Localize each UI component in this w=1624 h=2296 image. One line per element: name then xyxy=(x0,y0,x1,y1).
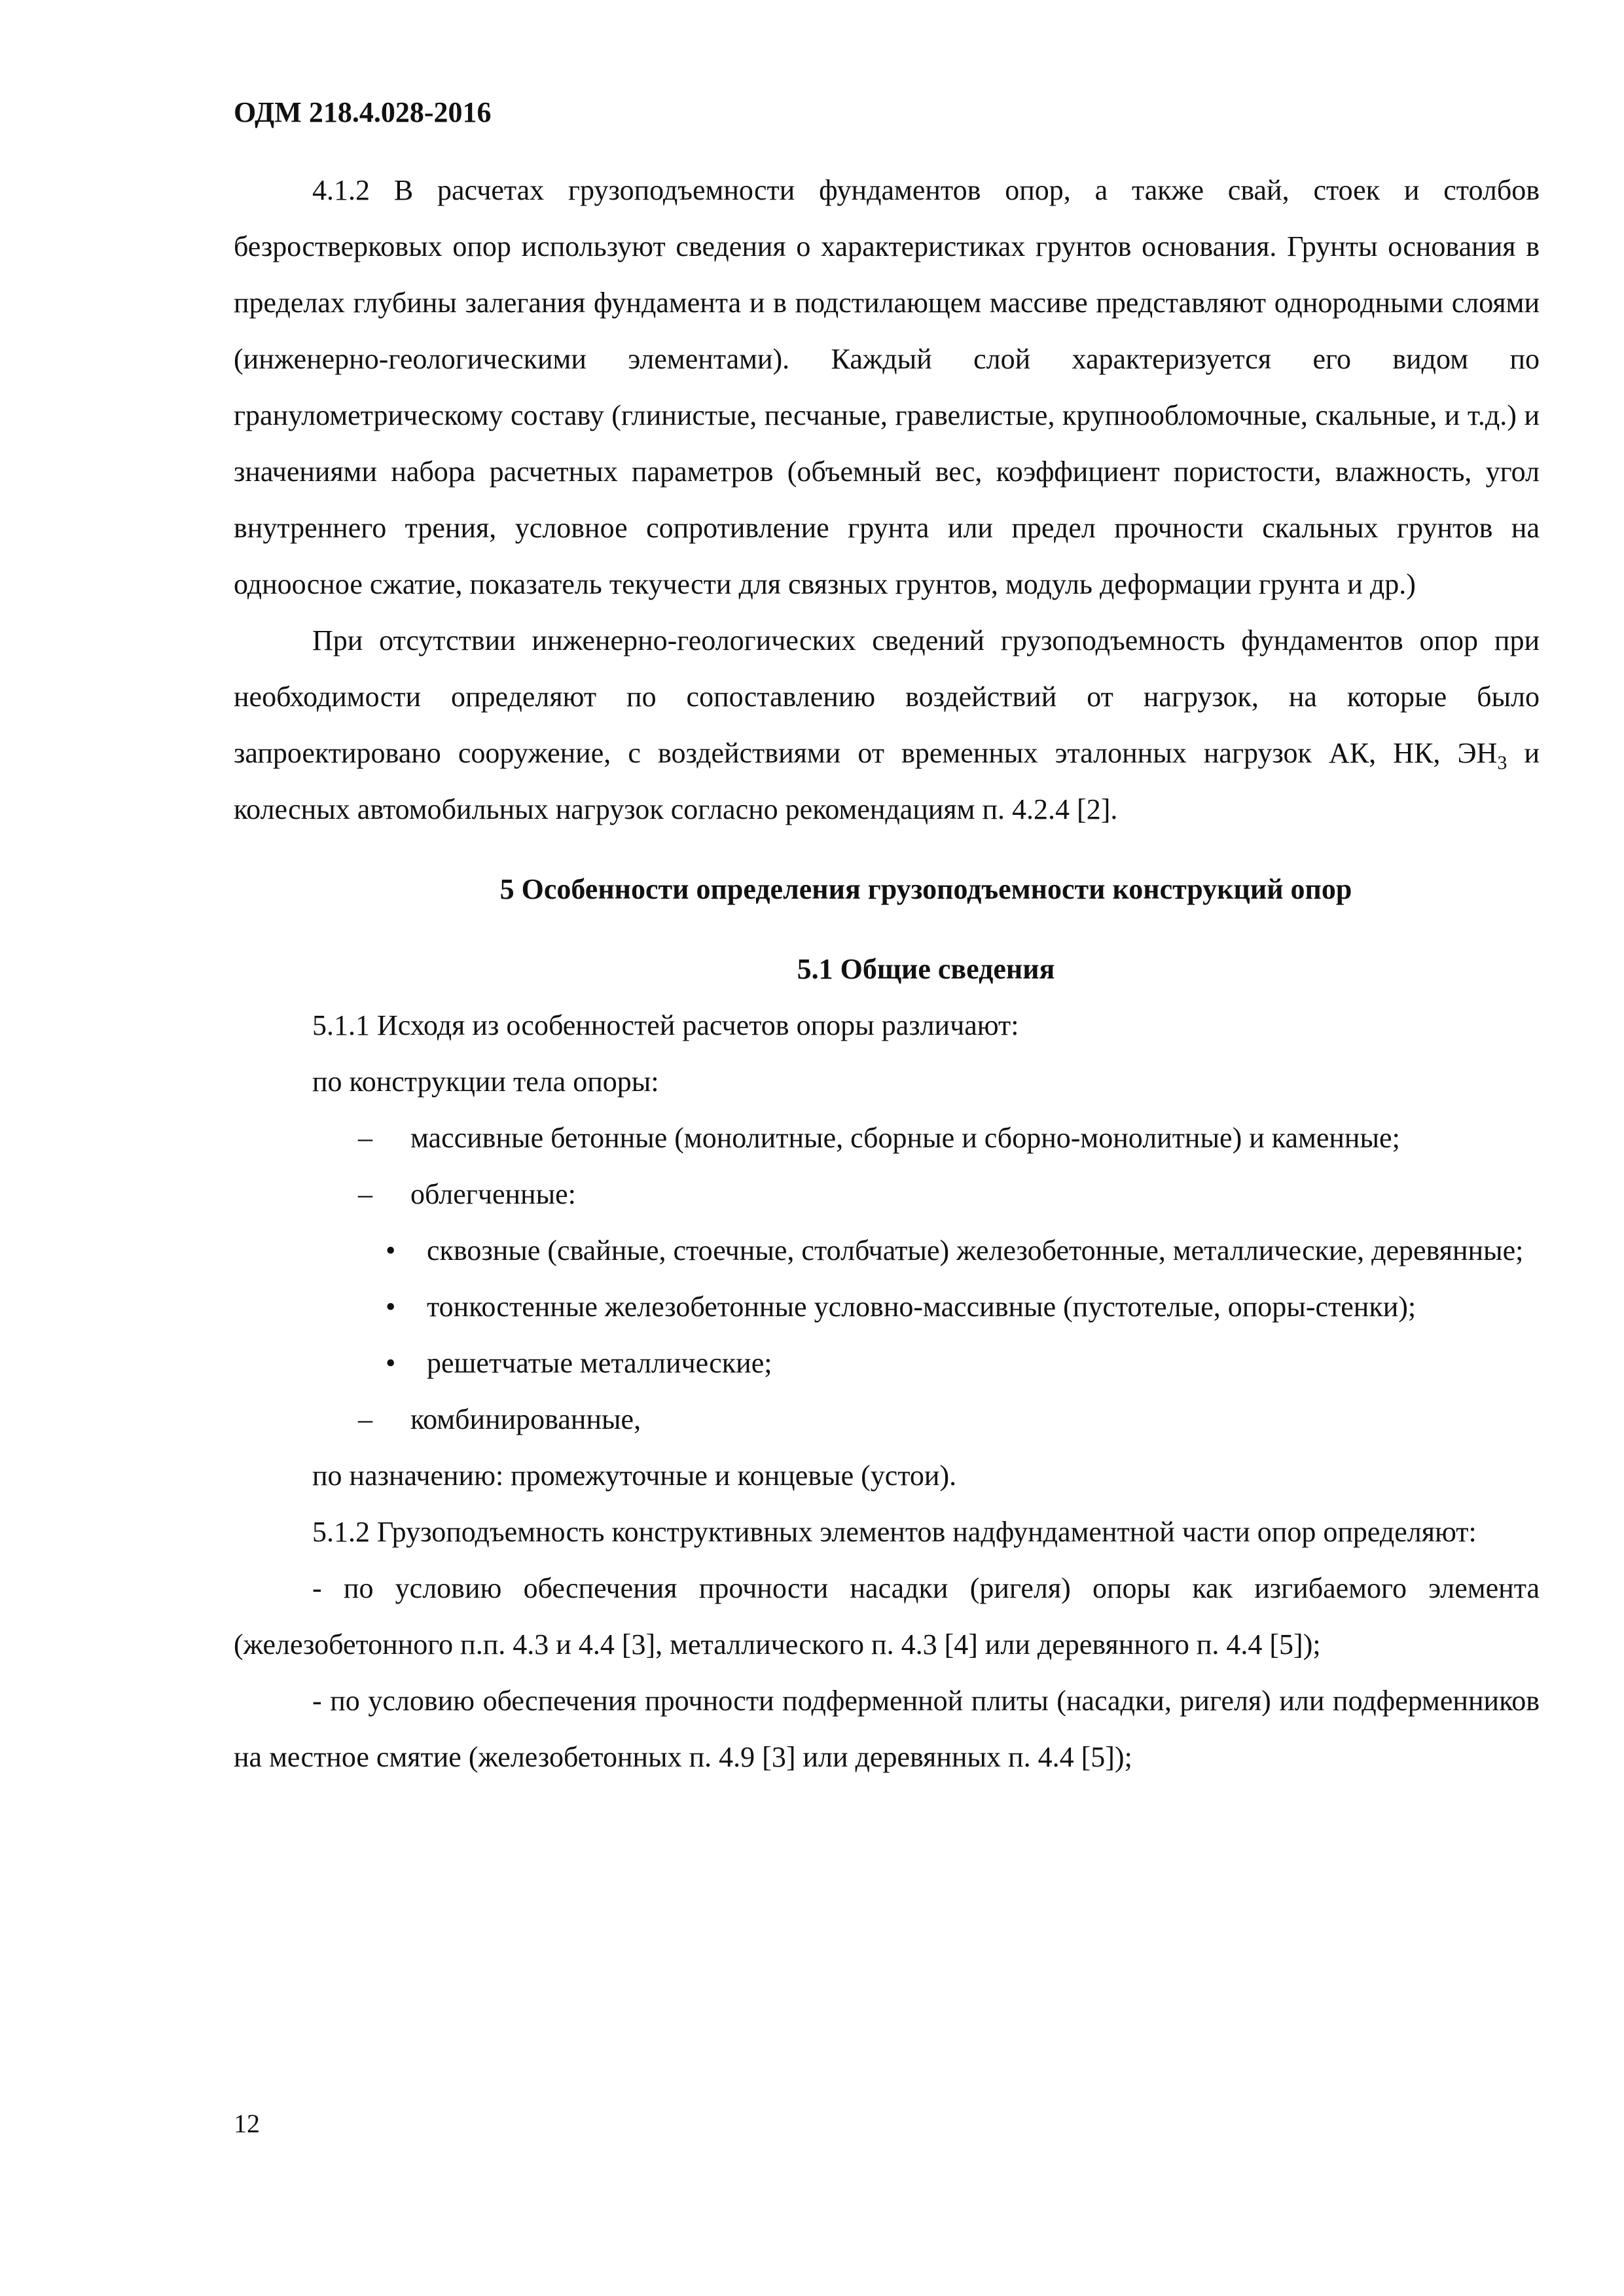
dash-list-item xyxy=(234,1166,1540,1223)
paragraph-absent-data-part1: При отсутствии инженерно-геологических сведений грузоподъемность фундаментов опор при необходимости определяют по сопоставлению воздействий от нагрузок, на которые было запроектировано сооружение, с воздействиями от временных эталонных нагрузок АК, НК, ЭН xyxy=(234,624,1540,769)
dash-marker: – xyxy=(358,1178,372,1210)
bullet-marker: • xyxy=(386,1347,396,1379)
document-body xyxy=(234,162,1540,1785)
by-purpose-label: по назначению: промежуточные и концевые (устои). xyxy=(312,1460,957,1492)
paragraph-absent-data-part2: и колесных автомобильных нагрузок согласно рекомендациям п. 4.2.4 [2]. xyxy=(234,737,1540,825)
dash-marker: – xyxy=(358,1122,372,1154)
bullet-item-text: тонкостенные железобетонные условно-массивные (пустотелые, опоры-стенки); xyxy=(427,1291,1416,1323)
paragraph-4-1-2: 4.1.2 В расчетах грузоподъемности фундаментов опор, а также свай, стоек и столбов безростверковых опор используют сведения о характеристиках грунтов основания. Грунты основания в пределах глубины залегания фундамента и в подстилающем массиве представляют однородными слоями (инженерно-геологическими элементами). Каждый слой характеризуется его видом по гранулометрическому составу (глинистые, песчаные, гравелистые, крупнообломочные, скальные, и т.д.) и значениями набора расчетных параметров (объемный вес, коэффициент пористости, влажность, угол внутреннего трения, условное сопротивление грунта или предел прочности скальных грунтов на одноосное сжатие, показатель текучести для связных грунтов, модуль деформации грунта и др.) xyxy=(234,174,1540,600)
dash-list-item xyxy=(234,1391,1540,1448)
hyphen-list-item: - по условию обеспечения прочности подферменной плиты (насадки, ригеля) или подферменников на местное смятие (железобетонных п. 4.9 [3] или деревянных п. 4.4 [5]); xyxy=(234,1685,1540,1773)
bullet-item-text: сквозные (свайные, стоечные, столбчатые) железобетонные, металлические, деревянные; xyxy=(427,1234,1524,1266)
bullet-list-item xyxy=(234,1279,1540,1335)
section-5-1-heading: 5.1 Общие сведения xyxy=(797,953,1055,985)
subscript-3: 3 xyxy=(1497,751,1507,774)
dash-list-item xyxy=(234,1110,1540,1166)
bullet-item-text: решетчатые металлические; xyxy=(427,1347,772,1379)
section-5-heading: 5 Особенности определения грузоподъемности конструкций опор xyxy=(499,873,1352,905)
bullet-list-item xyxy=(234,1223,1540,1279)
dash-marker: – xyxy=(358,1403,372,1435)
dash-item-text: комбинированные, xyxy=(410,1403,641,1435)
bullet-list-item xyxy=(234,1335,1540,1391)
paragraph-5-1-2: 5.1.2 Грузоподъемность конструктивных элементов надфундаментной части опор определяют: xyxy=(312,1516,1477,1548)
bullet-marker: • xyxy=(386,1234,396,1266)
page-number: 12 xyxy=(234,2109,260,2138)
dash-item-text: массивные бетонные (монолитные, сборные и сборно-монолитные) и каменные; xyxy=(410,1122,1400,1154)
by-construction-label: по конструкции тела опоры: xyxy=(312,1066,659,1098)
hyphen-list-item: - по условию обеспечения прочности насадки (ригеля) опоры как изгибаемого элемента (железобетонного п.п. 4.3 и 4.4 [3], металлического п. 4.3 [4] или деревянного п. 4.4 [5]); xyxy=(234,1572,1540,1660)
paragraph-5-1-1: 5.1.1 Исходя из особенностей расчетов опоры различают: xyxy=(312,1009,1019,1041)
paragraph-absent-data xyxy=(234,613,1540,838)
document-code: ОДМ 218.4.028-2016 xyxy=(234,96,492,128)
bullet-marker: • xyxy=(386,1291,396,1323)
dash-item-text: облегченные: xyxy=(410,1178,576,1210)
